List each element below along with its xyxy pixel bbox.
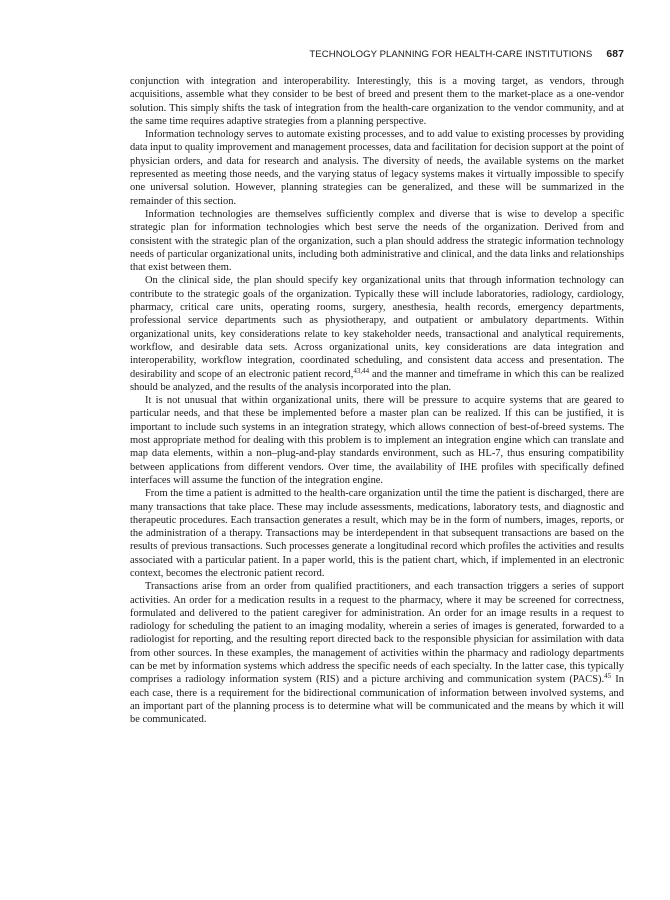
running-title: TECHNOLOGY PLANNING FOR HEALTH-CARE INSTITUTIONS [309, 49, 593, 60]
paragraph-text: and the manner and timeframe in which this can be realized should be analyzed, and the results of the analysis incorporated into the plan. [130, 368, 624, 393]
paragraph-clinical-side [130, 274, 624, 394]
paragraph-text: In each case, there is a requirement for the bidirectional communication of information between involved systems, and an important part of the planning process is to determine what will be communicated and the means by which it will be communicated. [130, 674, 624, 726]
paragraph-strategic-it-plan: Information technologies are themselves sufficiently complex and diverse that is wise to develop a specific strategic plan for information technologies which best serve the needs of the organization. Derived from and consistent with the strategic plan of the organization, such a plan should address the strategic information technology needs of particular organizational units, including both administrative and clinical, and the data links and relationships that exist between them. [130, 208, 625, 274]
citation-superscript: 45 [604, 672, 612, 681]
paragraph-integration-continued: conjunction with integration and interoperability. Interestingly, this is a moving target, as vendors, through acquisitions, assemble what they consider to be best of breed and present them to the market-place as a one-vendor solution. This simply shifts the task of integration from the health-care organization to the vendor community, and at the same time requires adaptive strategies from a planning perspective. [130, 76, 624, 127]
paragraph-information-technology-role: Information technology serves to automate existing processes, and to add value to existing processes by providing data input to quality improvement and management processes, data and facilitation for decision support at the point of physician orders, and data for research and analysis. The diversity of needs, the available systems on the market represented as meeting those needs, and the varying status of legacy systems makes it virtually impossible to specify one universal solution. However, planning strategies can be generalized, and these will be summarized in the remainder of this section. [130, 129, 624, 207]
page-number: 687 [606, 49, 624, 60]
paragraph-text: On the clinical side, the plan should specify key organizational units that through information technology can contribute to the strategic goals of the organization. Typically these will include laboratories, radiology, cardiology, pharmacy, critical care units, operating rooms, surgery, anesthesia, health records, emergency departments, professional service departments such as physiotherapy, and outpatient or ambulatory departments. Within organizational units, key considerations relate to key stakeholder needs, transactional and analytical requirements, workflow, and desirable data sets. Across organizational units, key considerations are data integration and interoperability, workflow integration, coordinated scheduling, and consistent data access and presentation. The desirability and scope of an electronic patient record, [130, 275, 624, 380]
paragraph-integration-engine: It is not unusual that within organizational units, there will be pressure to acquire systems that are geared to particular needs, and that these be implemented before a master plan can be realized. If this can be justified, it is important to include such systems in an integration strategy, which allows connection of best-of-breed systems. The most appropriate method for dealing with this problem is to implement an integration engine which can translate and map data elements, within a non–plug-and-play standards environment, such as HL-7, thus ensuring compatibility between applications from different vendors. Over time, the availability of IHE profiles with specifically defined interfaces will assume the function of the integration engine. [130, 395, 624, 486]
running-header [130, 49, 624, 60]
citation-superscript: 43,44 [353, 366, 370, 375]
paragraph-text: Transactions arise from an order from qualified practitioners, and each transaction triggers a series of support activities. An order for a medication results in a request to the pharmacy, where it may be screened for correctness, formulated and delivered to the patient caregiver for administration. An order for an image results in a request to radiology for scheduling the patient to an imaging modality, wherein a series of images is generated, forwarded to a radiologist for reporting, and the resulting report directed back to the responsible physician for assimilation with data from other sources. In these examples, the management of activities within the pharmacy and radiology departments can be met by information systems which address the specific needs of each specialty. In the latter case, this typically comprises a radiology information system (RIS) and a picture archiving and communication system (PACS). [130, 581, 624, 686]
paragraph-patient-transactions: From the time a patient is admitted to the health-care organization until the time the patient is discharged, there are many transactions that take place. These may include assessments, medications, laboratory tests, and diagnostic and therapeutic procedures. Each transaction generates a result, which may be in the form of numbers, images, reports, or the administration of a therapy. Transactions may be interdependent in that subsequent transactions are based on the results of previous transactions. Such processes generate a longitudinal record which profiles the activities and results associated with a particular patient. In a paper world, this is the patient chart, which, if implemented in an electronic context, becomes the electronic patient record. [130, 488, 625, 579]
body-text [130, 75, 624, 727]
paragraph-orders-and-support [130, 580, 624, 726]
